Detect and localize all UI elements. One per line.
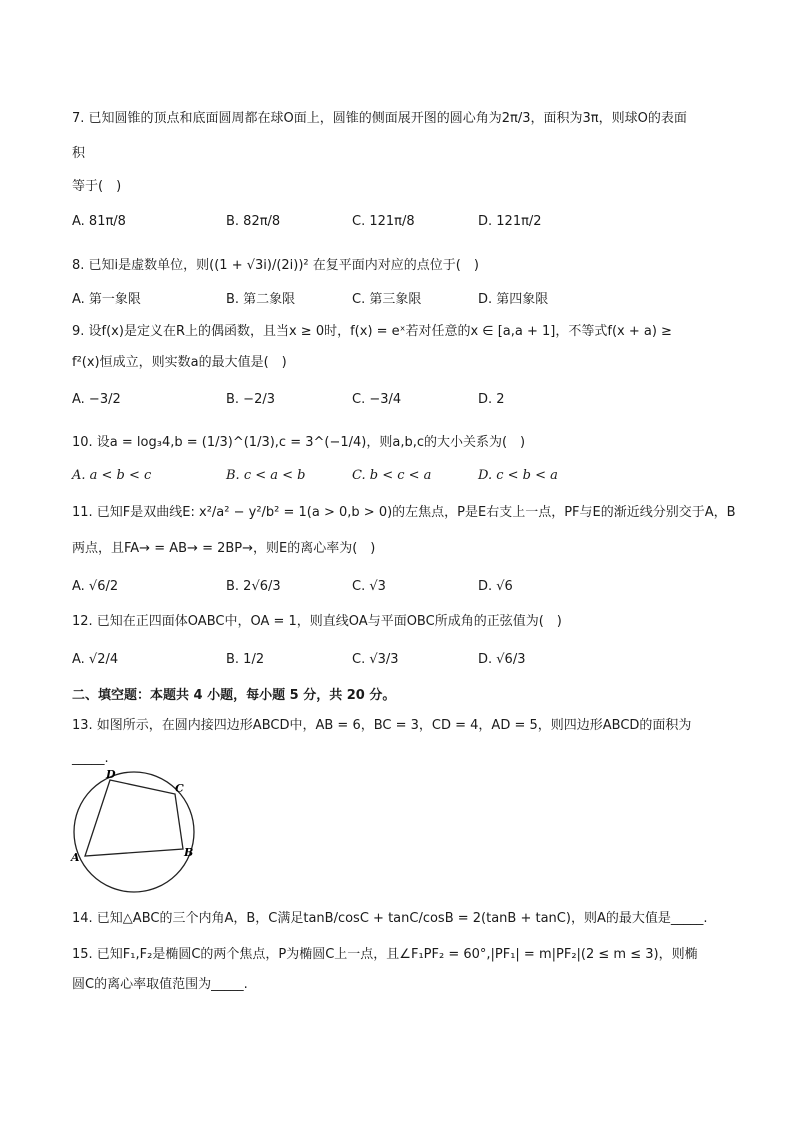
q8-option-c: C. 第三象限 xyxy=(352,292,422,307)
q7-option-d: D. 121π/2 xyxy=(478,214,542,229)
figure-label-b: B xyxy=(184,846,194,859)
figure-quadrilateral xyxy=(85,780,183,856)
q11-option-d: D. √6 xyxy=(478,579,513,594)
q9-option-b: B. −2/3 xyxy=(226,392,275,407)
q7-option-b: B. 82π/8 xyxy=(226,214,281,229)
q11-option-b: B. 2√6/3 xyxy=(226,579,281,594)
q15-line-1: 15. 已知F₁,F₂是椭圆C的两个焦点，P为椭圆C上一点，且∠F₁PF₂ = 60°,|PF₁| = m|PF₂|(2 ≤ m ≤ 3)，则椭 xyxy=(72,947,698,962)
figure-label-c: C xyxy=(175,782,184,795)
q7-option-c: C. 121π/8 xyxy=(352,214,415,229)
q7-option-a: A. 81π/8 xyxy=(72,214,126,229)
q10-option-b: B. c < a < b xyxy=(226,468,306,483)
q11-line-2: 两点，且FA→ = AB→ = 2BP→，则E的离心率为( ) xyxy=(72,541,376,556)
q12-option-c: C. √3/3 xyxy=(352,652,399,667)
q10-option-d: D. c < b < a xyxy=(478,468,558,483)
q12-option-b: B. 1/2 xyxy=(226,652,265,667)
figure-label-d: D xyxy=(106,768,116,781)
section-2-heading: 二、填空题：本题共 4 小题，每小题 5 分，共 20 分。 xyxy=(72,688,396,703)
q12-stem: 12. 已知在正四面体OABC中，OA = 1，则直线OA与平面OBC所成角的正弦值为( ) xyxy=(72,614,562,629)
q13-line-1: 13. 如图所示，在圆内接四边形ABCD中，AB = 6，BC = 3，CD = 4，AD = 5，则四边形ABCD的面积为 xyxy=(72,718,692,733)
q12-option-a: A. √2/4 xyxy=(72,652,119,667)
q7-line-3: 等于( ) xyxy=(72,179,122,194)
q9-option-d: D. 2 xyxy=(478,392,505,407)
q8-option-a: A. 第一象限 xyxy=(72,292,141,307)
q11-option-a: A. √6/2 xyxy=(72,579,119,594)
q11-option-c: C. √3 xyxy=(352,579,386,594)
q10-stem: 10. 设a = log₃4,b = (1/3)^(1/3),c = 3^(−1/4)，则a,b,c的大小关系为( ) xyxy=(72,435,526,450)
q15-line-2: 圆C的离心率取值范围为_____. xyxy=(72,977,248,992)
q10-option-c: C. b < c < a xyxy=(352,468,432,483)
q13-figure xyxy=(62,768,212,896)
q14-stem: 14. 已知△ABC的三个内角A，B，C满足tanB/cosC + tanC/cosB = 2(tanB + tanC)，则A的最大值是_____. xyxy=(72,911,708,926)
q7-line-2: 积 xyxy=(72,146,86,161)
q9-line-1: 9. 设f(x)是定义在R上的偶函数，且当x ≥ 0时，f(x) = eˣ若对任意的x ∈ [a,a + 1]，不等式f(x + a) ≥ xyxy=(72,324,672,339)
figure-label-a: A xyxy=(71,851,80,864)
q9-option-c: C. −3/4 xyxy=(352,392,402,407)
q9-option-a: A. −3/2 xyxy=(72,392,121,407)
q7-line-1: 7. 已知圆锥的顶点和底面圆周都在球O面上，圆锥的侧面展开图的圆心角为2π/3，面积为3π，则球O的表面 xyxy=(72,111,687,126)
q9-line-2: f²(x)恒成立，则实数a的最大值是( ) xyxy=(72,355,287,370)
q13-line-2: _____. xyxy=(72,751,109,766)
q12-option-d: D. √6/3 xyxy=(478,652,526,667)
q8-stem: 8. 已知i是虚数单位，则((1 + √3i)/(2i))² 在复平面内对应的点位于( ) xyxy=(72,258,479,273)
q8-option-b: B. 第二象限 xyxy=(226,292,296,307)
q10-option-a: A. a < b < c xyxy=(72,468,152,483)
q11-line-1: 11. 已知F是双曲线E: x²/a² − y²/b² = 1(a > 0,b > 0)的左焦点，P是E右支上一点，PF与E的渐近线分别交于A，B xyxy=(72,505,736,520)
q8-option-d: D. 第四象限 xyxy=(478,292,549,307)
